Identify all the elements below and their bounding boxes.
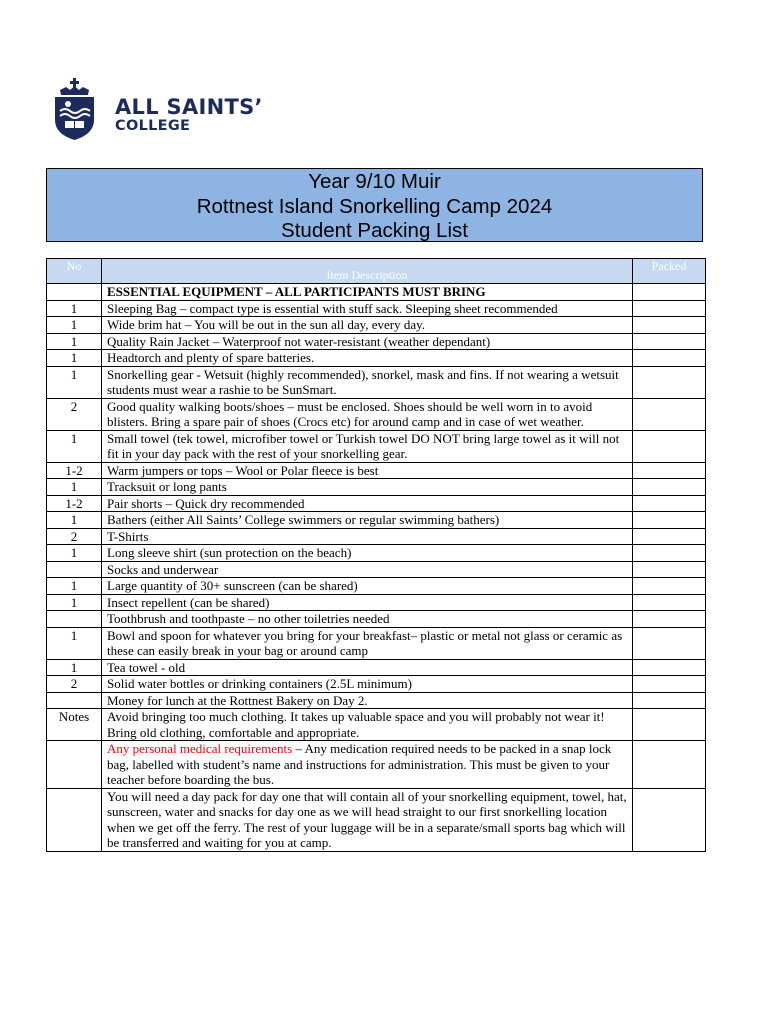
table-row — [47, 578, 706, 595]
section-heading-row — [47, 284, 706, 301]
item-quantity: 1 — [47, 627, 102, 659]
table-header-row — [47, 259, 706, 284]
item-description: Quality Rain Jacket – Waterproof not water-resistant (weather dependant) — [102, 333, 633, 350]
table-row — [47, 545, 706, 562]
table-row — [47, 692, 706, 709]
item-quantity: 1-2 — [47, 462, 102, 479]
packed-checkbox-cell[interactable] — [633, 495, 706, 512]
item-quantity: 1 — [47, 350, 102, 367]
item-quantity: 1 — [47, 659, 102, 676]
item-description: Tea towel - old — [102, 659, 633, 676]
packed-checkbox-cell[interactable] — [633, 512, 706, 529]
header-item-description: Item Description — [102, 259, 633, 284]
packed-checkbox-cell[interactable] — [633, 561, 706, 578]
table-row — [47, 430, 706, 462]
item-quantity: 2 — [47, 676, 102, 693]
table-row — [47, 528, 706, 545]
table-row — [47, 398, 706, 430]
packed-checkbox-cell[interactable] — [633, 430, 706, 462]
item-description: Small towel (tek towel, microfiber towel or Turkish towel DO NOT bring large towel as it will not fit in your day pack with the rest of your snorkelling gear. — [102, 430, 633, 462]
item-quantity: Notes — [47, 709, 102, 741]
medical-requirements-rest: – Any medication required needs to be packed in a snap lock bag, labelled with student’s name and instructions for administration. This must be given to your teacher before boarding the bus. — [107, 741, 612, 787]
item-quantity: 1 — [47, 300, 102, 317]
table-row — [47, 627, 706, 659]
item-quantity: 1 — [47, 366, 102, 398]
title-line-1: Year 9/10 Muir — [308, 170, 441, 193]
table-row — [47, 676, 706, 693]
item-description: Bowl and spoon for whatever you bring for your breakfast– plastic or metal not glass or ceramic as these can easily break in your bag or around camp — [102, 627, 633, 659]
packed-checkbox-cell[interactable] — [633, 366, 706, 398]
medical-requirements-row — [47, 741, 706, 789]
college-name — [115, 96, 263, 134]
table-row — [47, 709, 706, 741]
medical-requirements-text — [102, 741, 633, 789]
packed-checkbox-cell[interactable] — [633, 692, 706, 709]
college-name-line2: COLLEGE — [115, 118, 191, 134]
item-description: Warm jumpers or tops – Wool or Polar fleece is best — [102, 462, 633, 479]
packed-checkbox-cell[interactable] — [633, 462, 706, 479]
header-packed: Packed — [633, 259, 706, 284]
college-name-line1: ALL SAINTS’ — [115, 95, 263, 119]
table-row — [47, 300, 706, 317]
packed-checkbox-cell[interactable] — [633, 709, 706, 741]
document-title-box — [46, 168, 703, 242]
day-pack-row — [47, 788, 706, 851]
table-row — [47, 611, 706, 628]
item-description: Tracksuit or long pants — [102, 479, 633, 496]
header-no: No — [47, 259, 102, 284]
packed-checkbox-cell[interactable] — [633, 611, 706, 628]
item-description: Avoid bringing too much clothing. It takes up valuable space and you will probably not wear it! Bring old clothing, comfortable and appropriate. — [102, 709, 633, 741]
item-quantity: 1 — [47, 545, 102, 562]
table-row — [47, 462, 706, 479]
packed-checkbox-cell[interactable] — [633, 317, 706, 334]
packed-checkbox-cell[interactable] — [633, 350, 706, 367]
item-quantity — [47, 692, 102, 709]
item-description: Socks and underwear — [102, 561, 633, 578]
packed-checkbox-cell[interactable] — [633, 398, 706, 430]
item-description: Large quantity of 30+ sunscreen (can be shared) — [102, 578, 633, 595]
item-quantity: 1 — [47, 512, 102, 529]
item-quantity: 1-2 — [47, 495, 102, 512]
packed-checkbox-cell[interactable] — [633, 788, 706, 851]
item-description: Sleeping Bag – compact type is essential with stuff sack. Sleeping sheet recommended — [102, 300, 633, 317]
packed-checkbox-cell[interactable] — [633, 659, 706, 676]
packed-checkbox-cell[interactable] — [633, 300, 706, 317]
table-row — [47, 317, 706, 334]
item-quantity: 1 — [47, 578, 102, 595]
packed-checkbox-cell[interactable] — [633, 627, 706, 659]
day-pack-text: You will need a day pack for day one that will contain all of your snorkelling equipment, towel, hat, sunscreen, water and snacks for day one as we will head straight to our first snorkelling location when we get off the ferry. The rest of your luggage will be in a separate/small sports bag which will be transferred and waiting for you at camp. — [102, 788, 633, 851]
item-quantity: 2 — [47, 398, 102, 430]
item-description: Insect repellent (can be shared) — [102, 594, 633, 611]
item-description: Money for lunch at the Rottnest Bakery on Day 2. — [102, 692, 633, 709]
packing-list-table — [46, 258, 706, 852]
table-row — [47, 479, 706, 496]
table-row — [47, 350, 706, 367]
table-cell-no — [47, 741, 102, 789]
packed-checkbox-cell[interactable] — [633, 545, 706, 562]
item-description: Good quality walking boots/shoes – must be enclosed. Shoes should be well worn in to avoid blisters. Bring a spare pair of shoes (Crocs etc) for around camp and in case of wet weather. — [102, 398, 633, 430]
item-quantity: 1 — [47, 479, 102, 496]
section-heading: ESSENTIAL EQUIPMENT – ALL PARTICIPANTS MUST BRING — [102, 284, 633, 301]
table-cell-no — [47, 788, 102, 851]
packed-checkbox-cell[interactable] — [633, 741, 706, 789]
medical-requirements-highlight: Any personal medical requirements — [107, 741, 293, 756]
item-description: Snorkelling gear - Wetsuit (highly recommended), snorkel, mask and fins. If not wearing a wetsuit students must wear a rashie to be SunSmart. — [102, 366, 633, 398]
table-row — [47, 512, 706, 529]
item-description: Toothbrush and toothpaste – no other toiletries needed — [102, 611, 633, 628]
packed-checkbox-cell[interactable] — [633, 333, 706, 350]
table-row — [47, 659, 706, 676]
item-quantity — [47, 611, 102, 628]
item-quantity: 1 — [47, 317, 102, 334]
section-heading-no-cell — [47, 284, 102, 301]
item-quantity: 1 — [47, 430, 102, 462]
table-row — [47, 561, 706, 578]
item-description: Wide brim hat – You will be out in the sun all day, every day. — [102, 317, 633, 334]
item-description: T-Shirts — [102, 528, 633, 545]
item-description: Bathers (either All Saints’ College swimmers or regular swimming bathers) — [102, 512, 633, 529]
packed-checkbox-cell[interactable] — [633, 479, 706, 496]
item-quantity — [47, 561, 102, 578]
packed-checkbox-cell[interactable] — [633, 578, 706, 595]
title-line-3: Student Packing List — [281, 219, 468, 242]
section-heading-packed-cell — [633, 284, 706, 301]
item-description: Solid water bottles or drinking containers (2.5L minimum) — [102, 676, 633, 693]
item-description: Pair shorts – Quick dry recommended — [102, 495, 633, 512]
table-row — [47, 594, 706, 611]
item-quantity: 1 — [47, 333, 102, 350]
packed-checkbox-cell[interactable] — [633, 528, 706, 545]
item-quantity: 2 — [47, 528, 102, 545]
item-description: Long sleeve shirt (sun protection on the beach) — [102, 545, 633, 562]
table-row — [47, 366, 706, 398]
table-row — [47, 333, 706, 350]
table-row — [47, 495, 706, 512]
item-quantity: 1 — [47, 594, 102, 611]
packed-checkbox-cell[interactable] — [633, 594, 706, 611]
packed-checkbox-cell[interactable] — [633, 676, 706, 693]
title-line-2: Rottnest Island Snorkelling Camp 2024 — [196, 194, 553, 218]
item-description: Headtorch and plenty of spare batteries. — [102, 350, 633, 367]
